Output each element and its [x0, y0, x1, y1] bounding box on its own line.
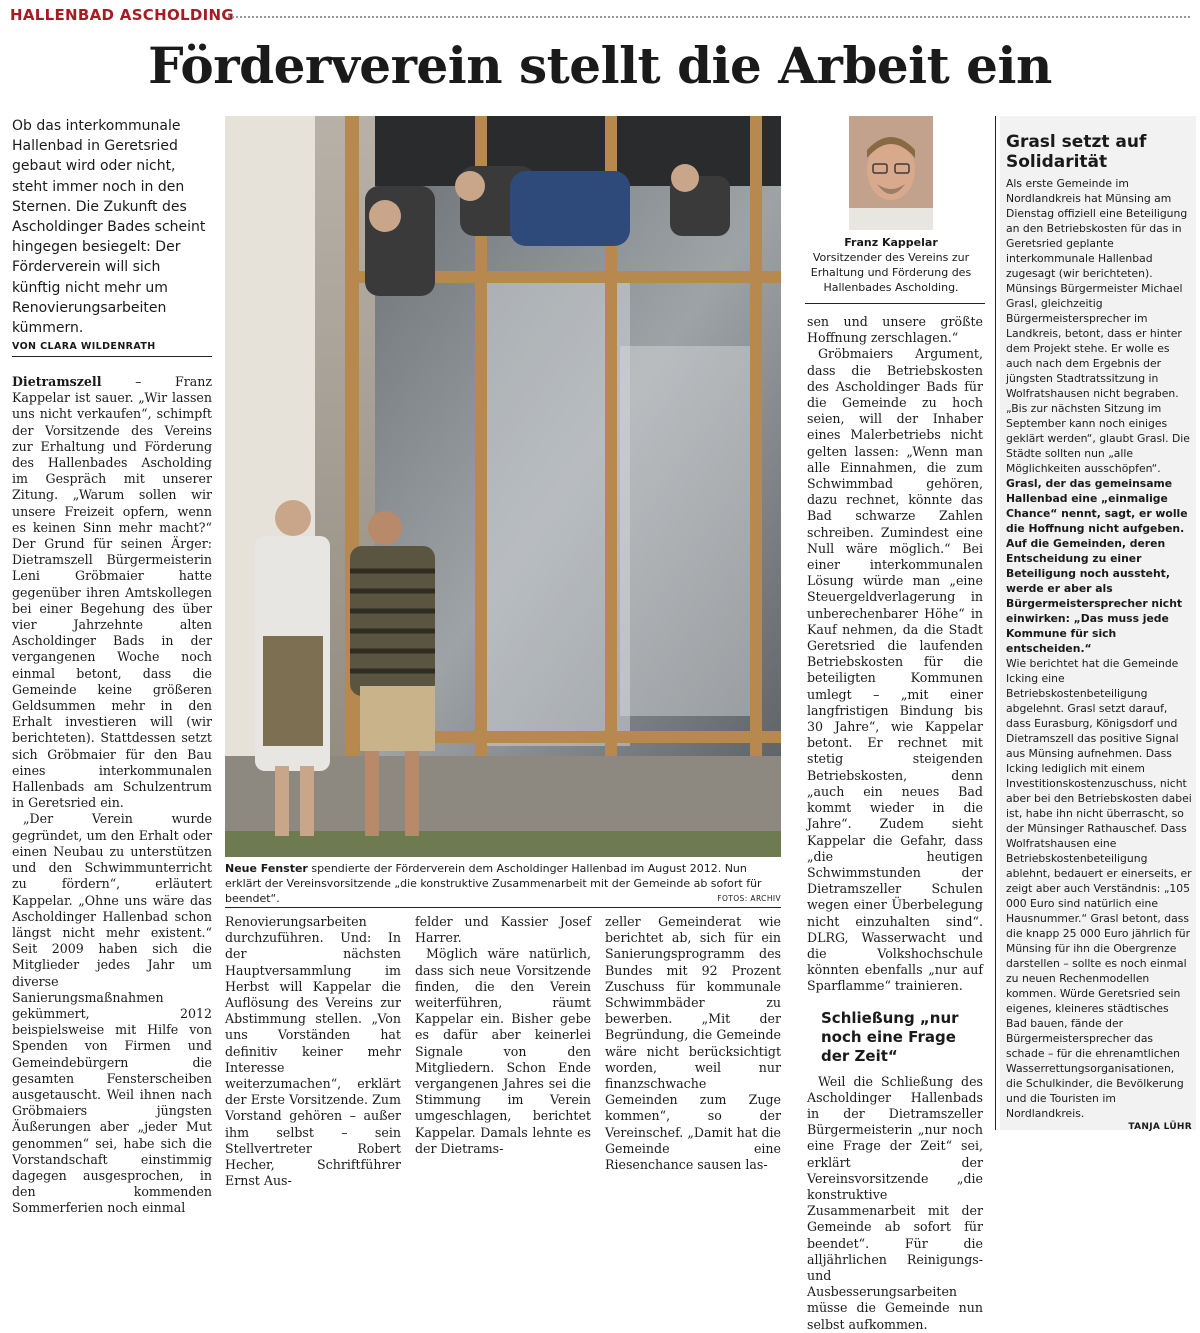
col5-paragraph-2: Gröbmaiers Argument, dass die Betriebskosten des Ascholdinger Bads für die Gemeinde zu hoch seien, will der Inhaber eines Malerbetriebs nicht gelten lassen: „Wenn man alle Einnahmen, die zum Schwimmbad gehören, dazu rechnet, könnte das Bad schwarze Zahlen schreiben. Zumindest eine Null wäre möglich.“ Bei einer interkommunalen Lösung würde man „eine Steuergeldverlagerung in unberechenbarer Höhe“ in Kauf nehmen, da die Stadt Geretsried die laufenden Betriebskosten für die beteiligten Kommunen umlegt – „mit einer langfristigen Bindung bis 30 Jahre“, wie Kappelar betont. Er rechnet mit stetig steigenden Betriebskosten, denn „auch ein neues Bad kommt wieder in die Jahre“. Zudem sieht Kappelar die Gefahr, dass „die heutigen Schwimmstunden der Dietramszeller Schulen wegen einer Überbelegung nicht einzuhalten sind“. DLRG, Wasserwacht und die Volkshochschule könnten ebenfalls „nur auf Sparflamme“ trainieren.: [807, 346, 983, 994]
portrait-caption: [800, 235, 982, 295]
portrait-illustration: [849, 116, 933, 230]
sidebar-headline: Grasl setzt auf Solidarität: [1006, 132, 1147, 172]
sidebar-bold-text: Grasl, der das gemeinsame Hallenbad eine „einmalige Chance“ nennt, sagt, er wolle die Hoffnung nicht aufgeben. Auf die Gemeinden, deren Entscheidung zu einer Beteiligung noch aussteht, werde er aber als Bürgermeistersprecher nicht einwirken: „Das muss jede Kommune für sich entscheiden.“: [1006, 477, 1188, 655]
sidebar-body: [1006, 176, 1192, 1132]
col1-paragraph-2: „Der Verein wurde gegründet, um den Erhalt oder einen Neubau zu unterstützen und den Schwimmunterricht zu fördern“, erläutert Kappelar. „Ohne uns wäre das Ascholdinger Hallenbad schon längst nicht mehr existent.“ Seit 2009 haben sich die Mitglieder jedes Jahr um diverse Sanierungsmaßnahmen gekümmert, 2012 beispielsweise mit Hilfe von Spenden von Firmen und Gemeindebürgern die gesamten Fensterscheiben ausgetauscht. Weil ihnen nach Gröbmaiers jüngsten Äußerungen aber „jeder Mut genommen“ sei, habe sich die Vorstandschaft einstimmig dagegen ausgesprochen, in den kommenden Sommerferien noch einmal: [12, 811, 212, 1216]
article-photo: [225, 116, 781, 857]
intro-block: [12, 116, 212, 338]
column-4: [605, 914, 781, 1173]
portrait-role: Vorsitzender des Vereins zur Erhaltung und Förderung des Hallenbades Ascholding.: [810, 251, 972, 294]
caption-body: spendierte der Förderverein dem Ascholdinger Hallenbad im August 2012. Nun erklärt der Vereinsvorsitzende „die konstruktive Zusammenarbeit mit der Gemeinde ab sofort für beendet“.: [225, 862, 762, 905]
col5-paragraph-3: Weil die Schließung des Ascholdinger Hallenbads in der Dietramszeller Bürgermeisterin „nur noch eine Frage der Zeit“ sei, erklärt der Vereinsvorsitzende „die konstruktive Zusammenarbeit mit der Gemeinde ab sofort für beendet“. Für die alljährlichen Reinigungs- und Ausbesserungsarbeiten müsse die Gemeinde nun selbst aufkommen.: [807, 1073, 983, 1332]
kicker-dotted-rule: [228, 16, 1190, 18]
caption-rule: [225, 907, 781, 908]
sidebar-rule: [995, 116, 996, 1130]
col1-paragraph-1: [12, 374, 212, 811]
sidebar-paragraph-2: Wie berichtet hat die Gemeinde Icking eine Betriebskostenbeteiligung abgelehnt. Grasl setzt darauf, dass Eurasburg, Königsdorf und Dietramszell das positive Signal aus Münsing aufnehmen. Dass Icking lediglich mit einem Investitionskostenzuschuss, nicht aber bei den Betriebskosten dabei ist, habe ihn nicht überrascht, so der Münsinger Rathauschef. Dass Wolfratshausen eine Betriebskostenbeteiligung ablehnt, bedauert er einerseits, er zeigt aber auch Verständnis: „105 000 Euro sind natürlich eine Hausnummer.“ Grasl betont, dass die knapp 25 000 Euro jährlich für Münsing für ihn die Obergrenze darstellen – sollte es noch einmal zu neuen Rechenmodellen kommen. Würde Geretsried sein eigenes, kleineres städtisches Bad bauen, fände der Bürgermeistersprecher das schade – für die ehrenamtlichen Wasserrettungsorganisationen, die Schulkinder, die Bevölkerung und die Touristen im Nordlandkreis.: [1006, 657, 1192, 1120]
col3-paragraph-2: Möglich wäre natürlich, dass sich neue Vorsitzende finden, die den Verein weiterführen, räumt Kappelar ein. Bisher gebe es dafür aber keinerlei Signale von den Mitgliedern. Schon Ende vergangenen Jahres sei die Stimmung im Verein umgeschlagen, berichtet Kappelar. Damals lehnte es der Dietrams-: [415, 946, 591, 1156]
col3-paragraph-1: felder und Kassier Josef Harrer.: [415, 914, 591, 946]
portrait-photo: [849, 116, 933, 230]
portrait-rule: [805, 303, 985, 304]
intro-text: Ob das interkommunale Hallenbad in Geretsried gebaut wird oder nicht, steht immer noch in den Sternen. Die Zukunft des Ascholdinger Bades scheint hingegen besiegelt: Der Förderverein will sich künftig nicht mehr um Renovierungsarbeiten kümmern.: [12, 118, 206, 337]
photo-credit: FOTOS: ARCHIV: [717, 894, 781, 903]
col1-p1-text: – Franz Kappelar ist sauer. „Wir lassen uns nicht verkaufen“, schimpft der Vorsitzende des Vereins zur Erhaltung und Förderung des Hallenbades Ascholding im Gespräch mit unserer Zitung. „Warum sollen wir unsere Freizeit opfern, wenn es keinen Sinn mehr macht?“ Der Grund für seinen Ärger: Dietramszell Bürgermeisterin Leni Gröbmaier hatte gegenüber ihren Amtskollegen bei einer Begehung des über vier Jahrzehnte alten Ascholdinger Bads in der vergangenen Woche noch einmal betont, dass die Gemeinde keine größeren Geldsummen mehr in den Erhalt investieren will (wir berichteten). Stattdessen setzt sich Gröbmaier für den Bau eines interkommunalen Hallenbads am Schulzentrum in Geretsried ein.: [12, 374, 212, 811]
column-2: [225, 914, 401, 1189]
sidebar-paragraph-1: [1006, 176, 1192, 656]
byline: VON CLARA WILDENRATH: [12, 341, 212, 357]
col2-paragraph-1: Renovierungsarbeiten durchzuführen. Und: In der nächsten Hauptversammlung im Herbst will Kappelar die Auflösung des Vereins zur Abstimmung stellen. „Von uns Vorständen hat definitiv keiner mehr Interesse weiterzumachen“, erklärt der Erste Vorsitzende. Zum Vorstand gehören – außer ihm selbst – sein Stellvertreter Robert Hecher, Schriftführer Ernst Aus-: [225, 914, 401, 1189]
caption-lead: Neue Fenster: [225, 862, 308, 875]
column-5: [807, 314, 983, 1333]
sidebar-p1-text: Als erste Gemeinde im Nordlandkreis hat Münsing am Dienstag offiziell eine Beteiligung an den Betriebskosten für das in Geretsried geplante interkommunale Hallenbad zugesagt (wir berichteten). Münsings Bürgermeister Michael Grasl, gleichzeitig Bürgermeistersprecher im Landkreis, betont, dass er hinter dem Projekt stehe. Er wolle es auch nach dem Ergebnis der jüngsten Stadtratssitzung in Wolfratshausen nicht begraben. „Bis zur nächsten Sitzung im September kann noch einiges geklärt werden“, glaubt Grasl. Die Städte sollten nun „alle Möglichkeiten ausschöpfen“.: [1006, 177, 1190, 475]
headline: Förderverein stellt die Arbeit ein: [148, 36, 1052, 95]
col5-paragraph-1: sen und unsere größte Hoffnung zerschlagen.“: [807, 314, 983, 346]
section-kicker: HALLENBAD ASCHOLDING: [10, 6, 234, 24]
dateline: Dietramszell: [12, 374, 102, 389]
sidebar-author: TANJA LÜHR: [1128, 1122, 1192, 1132]
column-3: [415, 914, 591, 1157]
col5-subhead: Schließung „nur noch eine Frage der Zeit“: [821, 1008, 959, 1065]
portrait-name: Franz Kappelar: [844, 236, 938, 249]
col4-paragraph-1: zeller Gemeinderat wie berichtet ab, sich für ein Sanierungsprogramm des Bundes mit 92 Prozent Zuschuss für kommunale Schwimmbäder zu bewerben. „Mit der Begründung, die Gemeinde wäre nicht berücksichtigt worden, weil nur finanzschwache Gemeinden zum Zuge kommen“, so der Vereinschef. „Damit hat die Gemeinde eine Riesenchance sausen las-: [605, 914, 781, 1173]
photo-illustration: [225, 116, 781, 857]
column-1: [12, 374, 212, 1217]
kicker-row: [10, 6, 1190, 26]
